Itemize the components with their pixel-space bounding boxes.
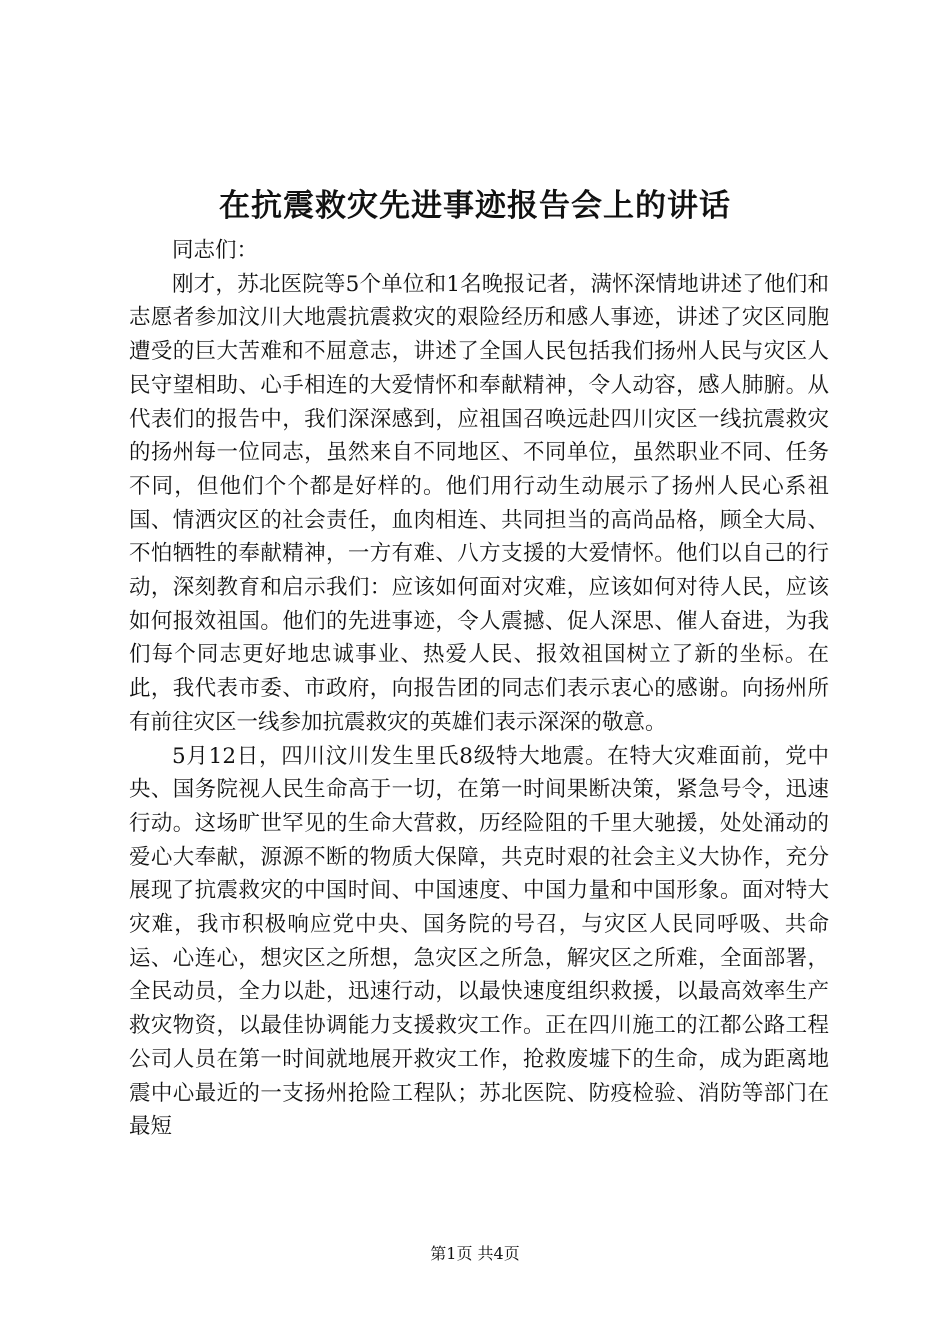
paragraph-1: 刚才，苏北医院等5个单位和1名晚报记者，满怀深情地讲述了他们和志愿者参加汶川大地震抗震救灾的艰险经历和感人事迹，讲述了灾区同胞遭受的巨大苦难和不屈意志，讲述了全国人民包括我们扬州人民与灾区人民守望相助、心手相连的大爱情怀和奉献精神，令人动容，感人肺腑。从代表们的报告中，我们深深感到，应祖国召唤远赴四川灾区一线抗震救灾的扬州每一位同志，虽然来自不同地区、不同单位，虽然职业不同、任务不同，但他们个个都是好样的。他们用行动生动展示了扬州人民心系祖国、情洒灾区的社会责任，血肉相连、共同担当的高尚品格，顾全大局、不怕牺牲的奉献精神，一方有难、八方支援的大爱情怀。他们以自己的行动，深刻教育和启示我们：应该如何面对灾难，应该如何对待人民，应该如何报效祖国。他们的先进事迹，令人震撼、促人深思、催人奋进，为我们每个同志更好地忠诚事业、热爱人民、报效祖国树立了新的坐标。在此，我代表市委、市政府，向报告团的同志们表示衷心的感谢。向扬州所有前往灾区一线参加抗震救灾的英雄们表示深深的敬意。 xyxy=(129,271,829,735)
page-number-footer: 第1页 共4页 xyxy=(430,1244,520,1263)
document-title: 在抗震救灾先进事迹报告会上的讲话 xyxy=(219,188,731,224)
paragraph-2: 5月12日，四川汶川发生里氏8级特大地震。在特大灾难面前，党中央、国务院视人民生命高于一切，在第一时间果断决策，紧急号令，迅速行动。这场旷世罕见的生命大营救，历经险阻的千里大驰援，处处涌动的爱心大奉献，源源不断的物质大保障，共克时艰的社会主义大协作，充分展现了抗震救灾的中国时间、中国速度、中国力量和中国形象。面对特大灾难，我市积极响应党中央、国务院的号召，与灾区人民同呼吸、共命运、心连心，想灾区之所想，急灾区之所急，解灾区之所难，全面部署，全民动员，全力以赴，迅速行动，以最快速度组织救援，以最高效率生产救灾物资，以最佳协调能力支援救灾工作。正在四川施工的江都公路工程公司人员在第一时间就地展开救灾工作，抢救废墟下的生命，成为距离地震中心最近的一支扬州抢险工程队；苏北医院、防疫检验、消防等部门在最短 xyxy=(129,743,829,1140)
document-body xyxy=(129,234,829,1144)
salutation: 同志们： xyxy=(172,238,259,263)
